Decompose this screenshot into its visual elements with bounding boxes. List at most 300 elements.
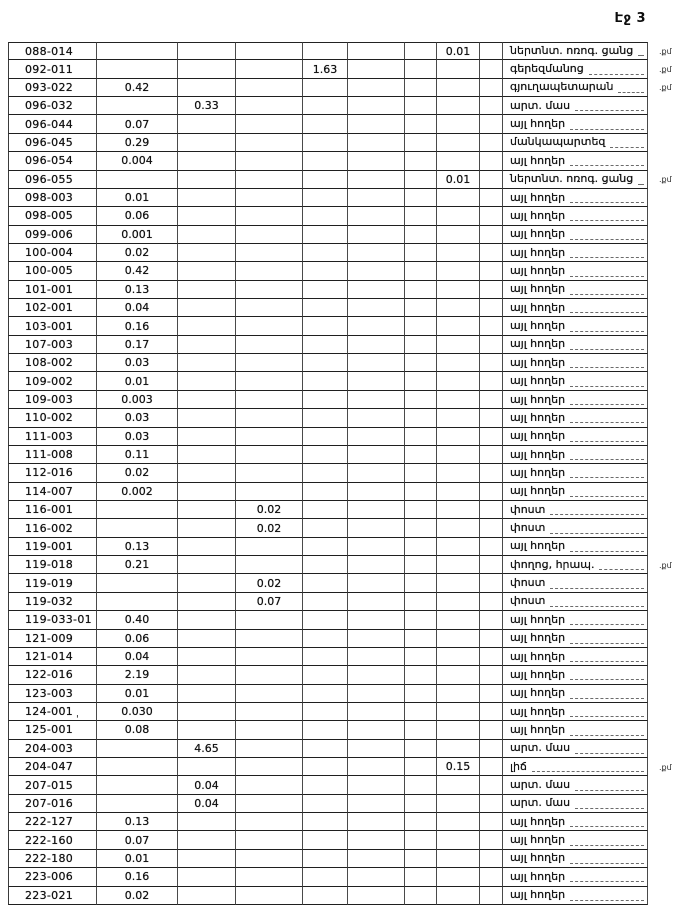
- cell-parcel-code: 109-003: [8, 391, 97, 409]
- cell-area-value-2: [178, 483, 236, 501]
- cell-area-value-7: [437, 501, 480, 519]
- cell-area-value-7: [437, 593, 480, 611]
- cell-area-value-8: [480, 97, 503, 115]
- cell-area-value-7: [437, 134, 480, 152]
- table-row: [8, 189, 692, 207]
- cell-area-value-2: 0.04: [178, 795, 236, 813]
- land-use-text: այլ հողեր: [510, 117, 566, 131]
- cell-area-value-7: [437, 207, 480, 225]
- cell-area-value-3: 0.07: [236, 593, 303, 611]
- cell-area-value-3: [236, 666, 303, 684]
- cell-area-value-1: [97, 740, 178, 758]
- dashed-fill-line: [570, 669, 644, 680]
- cell-area-value-6: [405, 574, 437, 592]
- cell-area-value-8: [480, 409, 503, 427]
- cell-land-use-label: [503, 648, 648, 666]
- cell-area-value-1: [97, 60, 178, 78]
- cell-area-value-3: [236, 244, 303, 262]
- dashed-fill-line: [575, 798, 644, 809]
- cell-area-value-6: [405, 226, 437, 244]
- cell-area-value-4: [303, 538, 348, 556]
- cell-area-value-4: [303, 42, 348, 60]
- cell-area-value-1: [97, 97, 178, 115]
- cell-area-value-7: [437, 446, 480, 464]
- cell-area-value-7: [437, 850, 480, 868]
- table-row: [8, 226, 692, 244]
- cell-area-value-1: 0.01: [97, 850, 178, 868]
- cell-area-value-5: [348, 226, 405, 244]
- cell-area-value-2: 0.33: [178, 97, 236, 115]
- cell-parcel-code: 207-016: [8, 795, 97, 813]
- cell-area-value-5: [348, 758, 405, 776]
- cell-area-value-8: [480, 556, 503, 574]
- cell-area-value-6: [405, 538, 437, 556]
- table-row: [8, 685, 692, 703]
- cell-area-value-6: [405, 262, 437, 280]
- table-row: [8, 391, 692, 409]
- cell-area-value-6: [405, 776, 437, 794]
- cell-area-value-2: [178, 354, 236, 372]
- cell-area-value-3: [236, 372, 303, 390]
- cell-area-value-6: [405, 79, 437, 97]
- cell-area-value-5: [348, 60, 405, 78]
- cell-area-value-8: [480, 648, 503, 666]
- cell-area-value-6: [405, 630, 437, 648]
- land-use-text: արտ. մաս: [510, 796, 571, 810]
- cell-area-value-1: [97, 795, 178, 813]
- cell-area-value-2: [178, 758, 236, 776]
- cell-area-value-7: [437, 556, 480, 574]
- table-row: [8, 740, 692, 758]
- table-row: [8, 60, 692, 78]
- cell-area-value-6: [405, 428, 437, 446]
- cell-area-value-8: [480, 776, 503, 794]
- cell-area-value-2: [178, 538, 236, 556]
- table-row: [8, 593, 692, 611]
- row-unit-annotation: .քմ: [659, 560, 672, 570]
- cell-area-value-4: [303, 115, 348, 133]
- cell-area-value-8: [480, 850, 503, 868]
- cell-land-use-label: [503, 336, 648, 354]
- cell-area-value-7: [437, 887, 480, 905]
- cell-area-value-7: [437, 281, 480, 299]
- cell-area-value-3: [236, 299, 303, 317]
- dashed-fill-line: [570, 229, 644, 240]
- cell-land-use-label: [503, 317, 648, 335]
- cell-area-value-7: [437, 666, 480, 684]
- cell-area-value-2: 4.65: [178, 740, 236, 758]
- cell-area-value-7: [437, 244, 480, 262]
- cell-area-value-5: [348, 354, 405, 372]
- cell-area-value-5: [348, 299, 405, 317]
- cell-area-value-6: [405, 721, 437, 739]
- cell-area-value-1: 0.01: [97, 372, 178, 390]
- cell-area-value-6: [405, 60, 437, 78]
- cell-parcel-code: 204-047: [8, 758, 97, 776]
- dashed-fill-line: [570, 706, 644, 717]
- cell-area-value-4: [303, 758, 348, 776]
- cell-land-use-label: [503, 244, 648, 262]
- cell-land-use-label: [503, 60, 648, 78]
- land-use-text: այլ հողեր: [510, 447, 566, 461]
- cell-area-value-7: [437, 740, 480, 758]
- cell-area-value-3: [236, 60, 303, 78]
- cell-area-value-8: [480, 42, 503, 60]
- cell-area-value-1: 0.01: [97, 685, 178, 703]
- cell-area-value-8: [480, 593, 503, 611]
- cell-land-use-label: [503, 850, 648, 868]
- cell-area-value-4: [303, 501, 348, 519]
- dashed-fill-line: [638, 174, 644, 185]
- row-unit-annotation: [648, 446, 692, 464]
- cell-area-value-5: [348, 446, 405, 464]
- cell-area-value-2: [178, 831, 236, 849]
- cell-area-value-7: [437, 813, 480, 831]
- cell-parcel-code: 204-003: [8, 740, 97, 758]
- cell-area-value-3: [236, 538, 303, 556]
- cell-area-value-5: [348, 519, 405, 537]
- cell-area-value-8: [480, 299, 503, 317]
- cell-parcel-code: 100-004: [8, 244, 97, 262]
- cell-area-value-4: [303, 850, 348, 868]
- cell-area-value-5: [348, 134, 405, 152]
- stray-pen-mark: ': [76, 714, 79, 725]
- cell-area-value-8: [480, 630, 503, 648]
- cell-area-value-5: [348, 79, 405, 97]
- cell-area-value-2: [178, 428, 236, 446]
- cell-area-value-5: [348, 776, 405, 794]
- dashed-fill-line: [570, 394, 644, 405]
- cell-parcel-code: 098-005: [8, 207, 97, 225]
- cell-area-value-8: [480, 795, 503, 813]
- cell-area-value-5: [348, 244, 405, 262]
- cell-land-use-label: [503, 115, 648, 133]
- cell-land-use-label: [503, 795, 648, 813]
- cell-area-value-2: [178, 464, 236, 482]
- cell-area-value-4: [303, 354, 348, 372]
- cell-area-value-6: [405, 244, 437, 262]
- cell-area-value-3: [236, 721, 303, 739]
- page-number: Էջ 3: [614, 11, 646, 26]
- cell-land-use-label: [503, 593, 648, 611]
- dashed-fill-line: [570, 284, 644, 295]
- cell-land-use-label: [503, 740, 648, 758]
- cell-area-value-8: [480, 189, 503, 207]
- dashed-fill-line: [570, 614, 644, 625]
- cell-parcel-code: 111-008: [8, 446, 97, 464]
- table-row: [8, 519, 692, 537]
- cell-area-value-2: [178, 317, 236, 335]
- land-use-text: այլ հողեր: [510, 337, 566, 351]
- table-row: [8, 42, 692, 60]
- cell-area-value-7: [437, 317, 480, 335]
- cell-parcel-code: 207-015: [8, 776, 97, 794]
- cell-area-value-2: [178, 409, 236, 427]
- land-use-text: այլ հողեր: [510, 612, 566, 626]
- row-unit-annotation: [648, 428, 692, 446]
- cell-area-value-6: [405, 446, 437, 464]
- cell-area-value-6: [405, 483, 437, 501]
- cell-land-use-label: [503, 42, 648, 60]
- table-row: [8, 446, 692, 464]
- cell-area-value-7: [437, 795, 480, 813]
- cell-area-value-7: [437, 79, 480, 97]
- cell-land-use-label: [503, 501, 648, 519]
- cell-area-value-1: [97, 758, 178, 776]
- cell-area-value-8: [480, 501, 503, 519]
- cell-area-value-2: [178, 299, 236, 317]
- cell-area-value-6: [405, 685, 437, 703]
- cell-area-value-3: [236, 262, 303, 280]
- cell-parcel-code: 222-127: [8, 813, 97, 831]
- land-use-text: այլ հողեր: [510, 392, 566, 406]
- cell-area-value-4: [303, 299, 348, 317]
- cell-area-value-4: [303, 391, 348, 409]
- cell-area-value-5: [348, 831, 405, 849]
- row-unit-annotation: [648, 850, 692, 868]
- land-use-text: այլ հողեր: [510, 355, 566, 369]
- table-row: [8, 464, 692, 482]
- cell-area-value-2: [178, 813, 236, 831]
- cell-land-use-label: [503, 171, 648, 189]
- row-unit-annotation: [648, 262, 692, 280]
- cell-area-value-1: 0.003: [97, 391, 178, 409]
- cell-area-value-6: [405, 593, 437, 611]
- cell-area-value-7: [437, 648, 480, 666]
- land-use-text: ներտնտ. ոռոգ. ցանց: [510, 44, 634, 58]
- cell-area-value-8: [480, 666, 503, 684]
- cell-area-value-2: [178, 593, 236, 611]
- cell-area-value-8: [480, 758, 503, 776]
- cell-area-value-5: [348, 685, 405, 703]
- land-use-text: արտ. մաս: [510, 778, 571, 792]
- cell-area-value-2: [178, 262, 236, 280]
- cell-land-use-label: [503, 776, 648, 794]
- cell-area-value-6: [405, 299, 437, 317]
- cell-area-value-4: [303, 795, 348, 813]
- cell-area-value-3: [236, 887, 303, 905]
- cell-area-value-1: [97, 519, 178, 537]
- cell-area-value-8: [480, 740, 503, 758]
- cell-land-use-label: [503, 813, 648, 831]
- cell-land-use-label: [503, 519, 648, 537]
- cell-area-value-4: [303, 776, 348, 794]
- land-use-text: փոստ: [510, 576, 546, 590]
- cell-area-value-6: [405, 372, 437, 390]
- cell-area-value-7: [437, 60, 480, 78]
- cell-area-value-1: 0.13: [97, 813, 178, 831]
- cell-land-use-label: [503, 703, 648, 721]
- cell-area-value-2: [178, 152, 236, 170]
- land-use-text: այլ հողեր: [510, 190, 566, 204]
- cell-area-value-1: 0.06: [97, 207, 178, 225]
- cell-area-value-4: [303, 813, 348, 831]
- cell-area-value-1: 0.42: [97, 262, 178, 280]
- cell-area-value-5: [348, 115, 405, 133]
- table-row: [8, 79, 692, 97]
- cell-area-value-6: [405, 281, 437, 299]
- land-use-text: փոստ: [510, 521, 546, 535]
- table-row: [8, 758, 692, 776]
- cell-area-value-4: [303, 152, 348, 170]
- cell-area-value-1: [97, 501, 178, 519]
- cell-area-value-7: [437, 336, 480, 354]
- cell-area-value-7: [437, 354, 480, 372]
- cell-area-value-3: 0.02: [236, 501, 303, 519]
- cell-parcel-code: 121-009: [8, 630, 97, 648]
- table-row: [8, 207, 692, 225]
- cell-area-value-7: [437, 464, 480, 482]
- cell-area-value-6: [405, 648, 437, 666]
- cell-area-value-3: [236, 813, 303, 831]
- cell-area-value-5: [348, 850, 405, 868]
- cell-area-value-5: [348, 97, 405, 115]
- cell-area-value-4: [303, 685, 348, 703]
- table-row: [8, 501, 692, 519]
- row-unit-annotation: [648, 134, 692, 152]
- cell-area-value-5: [348, 207, 405, 225]
- cell-area-value-1: [97, 42, 178, 60]
- cell-area-value-3: [236, 685, 303, 703]
- cell-land-use-label: [503, 207, 648, 225]
- cell-area-value-1: 0.02: [97, 244, 178, 262]
- row-unit-annotation: [648, 226, 692, 244]
- cell-area-value-5: [348, 574, 405, 592]
- row-unit-annotation: [648, 703, 692, 721]
- land-use-text: այլ հողեր: [510, 539, 566, 553]
- land-use-text: այլ հողեր: [510, 649, 566, 663]
- row-unit-annotation: [648, 207, 692, 225]
- dashed-fill-line: [618, 82, 644, 93]
- cell-area-value-4: [303, 519, 348, 537]
- table-body: [8, 42, 692, 905]
- land-use-text: այլ հողեր: [510, 704, 566, 718]
- land-use-text: արտ. մաս: [510, 98, 571, 112]
- cell-area-value-7: [437, 721, 480, 739]
- cell-area-value-6: [405, 850, 437, 868]
- table-row: [8, 336, 692, 354]
- dashed-fill-line: [570, 816, 644, 827]
- cell-land-use-label: [503, 868, 648, 886]
- cell-area-value-6: [405, 758, 437, 776]
- land-use-text: գերեզմանոց: [510, 62, 584, 76]
- row-unit-annotation: [648, 189, 692, 207]
- cell-area-value-4: [303, 226, 348, 244]
- dashed-fill-line: [570, 890, 644, 901]
- cell-area-value-2: [178, 372, 236, 390]
- row-unit-annotation: .քմ: [659, 762, 672, 772]
- cell-area-value-2: [178, 721, 236, 739]
- dashed-fill-line: [570, 412, 644, 423]
- cell-area-value-3: [236, 42, 303, 60]
- cell-area-value-4: [303, 207, 348, 225]
- cell-area-value-8: [480, 372, 503, 390]
- cell-land-use-label: [503, 262, 648, 280]
- row-unit-annotation: [648, 354, 692, 372]
- cell-area-value-1: 0.002: [97, 483, 178, 501]
- row-unit-annotation: [648, 372, 692, 390]
- cell-land-use-label: [503, 354, 648, 372]
- cell-parcel-code: 103-001: [8, 317, 97, 335]
- cell-area-value-8: [480, 538, 503, 556]
- cell-area-value-5: [348, 740, 405, 758]
- cell-area-value-7: [437, 299, 480, 317]
- cell-area-value-6: [405, 391, 437, 409]
- row-unit-annotation: [648, 464, 692, 482]
- land-use-text: արտ. մաս: [510, 741, 571, 755]
- cell-area-value-6: [405, 152, 437, 170]
- land-use-text: այլ հողեր: [510, 227, 566, 241]
- cell-area-value-3: [236, 776, 303, 794]
- cell-area-value-7: [437, 538, 480, 556]
- cell-area-value-2: [178, 850, 236, 868]
- table-row: [8, 556, 692, 574]
- cell-area-value-2: [178, 887, 236, 905]
- table-row: [8, 538, 692, 556]
- cell-area-value-3: [236, 850, 303, 868]
- dashed-fill-line: [570, 651, 644, 662]
- cell-area-value-3: [236, 115, 303, 133]
- cell-parcel-code: 124-001: [8, 703, 97, 721]
- cell-area-value-5: [348, 391, 405, 409]
- cell-area-value-5: [348, 317, 405, 335]
- dashed-fill-line: [570, 119, 644, 130]
- cell-area-value-5: [348, 372, 405, 390]
- cell-area-value-4: [303, 244, 348, 262]
- cell-area-value-2: [178, 171, 236, 189]
- dashed-fill-line: [570, 724, 644, 735]
- cell-area-value-4: [303, 556, 348, 574]
- row-unit-annotation: .քմ: [659, 65, 672, 75]
- cell-area-value-1: 0.004: [97, 152, 178, 170]
- dashed-fill-line: [570, 633, 644, 644]
- cell-area-value-2: [178, 79, 236, 97]
- dashed-fill-line: [570, 541, 644, 552]
- dashed-fill-line: [570, 871, 644, 882]
- row-unit-annotation: [648, 721, 692, 739]
- cell-area-value-8: [480, 391, 503, 409]
- cell-area-value-2: [178, 42, 236, 60]
- land-use-text: այլ հողեր: [510, 245, 566, 259]
- dashed-fill-line: [570, 192, 644, 203]
- cell-area-value-7: [437, 483, 480, 501]
- table-row: [8, 262, 692, 280]
- cell-area-value-5: [348, 281, 405, 299]
- cell-area-value-8: [480, 868, 503, 886]
- cell-area-value-2: [178, 648, 236, 666]
- cell-area-value-5: [348, 887, 405, 905]
- cell-area-value-1: 0.04: [97, 648, 178, 666]
- cell-area-value-7: 0.01: [437, 42, 480, 60]
- row-unit-annotation: [648, 740, 692, 758]
- cell-area-value-3: [236, 97, 303, 115]
- cell-area-value-8: [480, 611, 503, 629]
- cell-area-value-6: [405, 354, 437, 372]
- cell-area-value-7: [437, 630, 480, 648]
- cell-area-value-1: 0.13: [97, 281, 178, 299]
- cell-parcel-code: 108-002: [8, 354, 97, 372]
- table-row: [8, 372, 692, 390]
- cell-area-value-2: [178, 60, 236, 78]
- table-row: [8, 97, 692, 115]
- cell-area-value-4: [303, 887, 348, 905]
- cell-area-value-7: [437, 115, 480, 133]
- cell-area-value-3: [236, 189, 303, 207]
- cell-parcel-code: 100-005: [8, 262, 97, 280]
- table-row: [8, 409, 692, 427]
- cell-area-value-3: [236, 391, 303, 409]
- row-unit-annotation: [648, 574, 692, 592]
